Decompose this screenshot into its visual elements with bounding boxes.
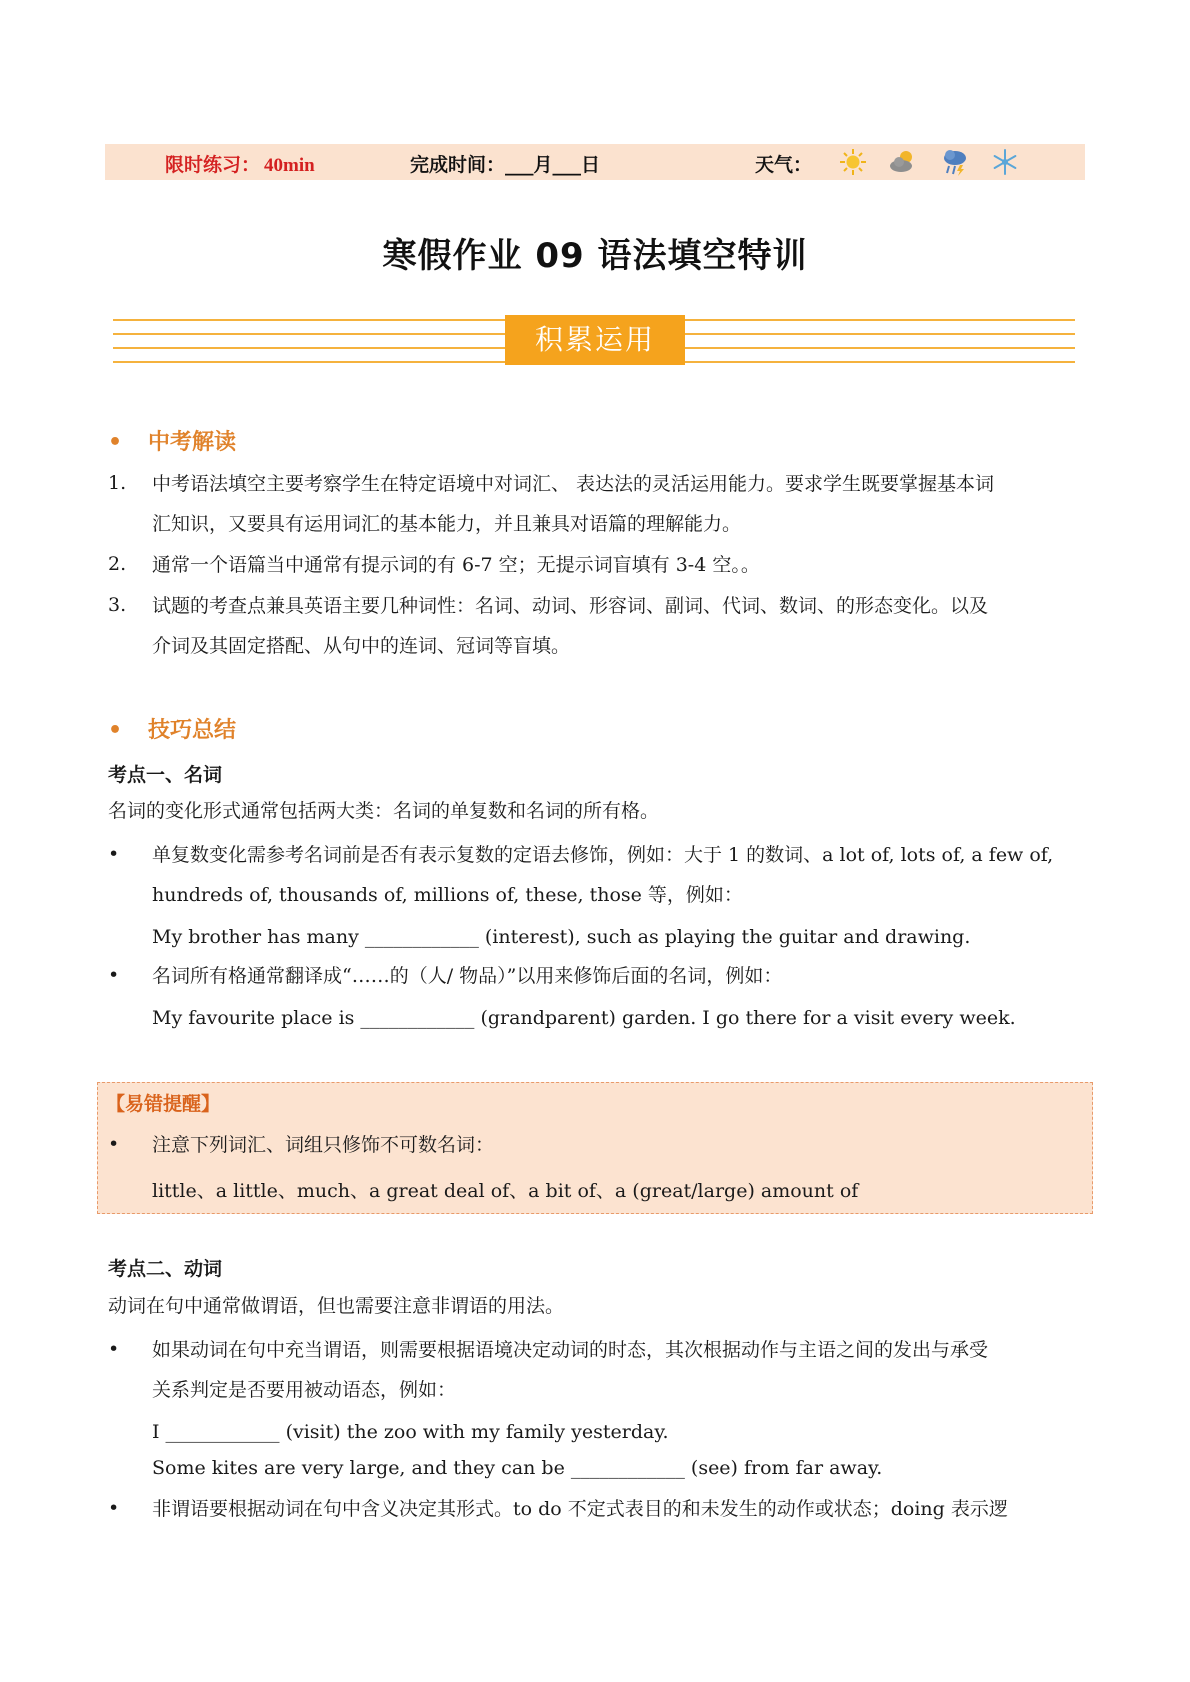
cloudy-icon (888, 147, 918, 177)
time-limit (165, 150, 315, 177)
bullet-icon: • (108, 430, 123, 455)
bullet-icon: • (108, 843, 120, 865)
finish-time: 完成时间：___月___日 (410, 154, 601, 176)
list-item-text: 介词及其固定搭配、从句中的连词、冠词等盲填。 (152, 635, 571, 657)
example-sentence: I ____________ (visit) the zoo with my family yesterday. (152, 1421, 669, 1443)
point-intro: 名词的变化形式通常包括两大类：名词的单复数和名词的所有格。 (108, 800, 660, 822)
point-title: 考点一、名词 (108, 764, 223, 786)
list-item-text: 中考语法填空主要考察学生在特定语境中对词汇、 表达法的灵活运用能力。要求学生既要掌握基本词 (152, 473, 995, 495)
list-item-text: 试题的考查点兼具英语主要几种词性：名词、动词、形容词、副词、代词、数词、的形态变化。以及 (152, 595, 989, 617)
point-intro: 动词在句中通常做谓语，但也需要注意非谓语的用法。 (108, 1295, 565, 1317)
example-sentence: Some kites are very large, and they can be ____________ (see) from far away. (152, 1457, 883, 1479)
bullet-text: 非谓语要根据动词在句中含义决定其形式。to do 不定式表目的和未发生的动作或状态；doing 表示逻 (152, 1498, 1008, 1520)
bullet-icon: • (108, 1338, 120, 1360)
bullet-text: 如果动词在句中充当谓语，则需要根据语境决定动词的时态，其次根据动作与主语之间的发出与承受 (152, 1339, 989, 1361)
weather-label: 天气： (755, 154, 813, 176)
time-limit-value: 40min (264, 155, 315, 176)
section-heading-interpretation: • 中考解读 (108, 430, 237, 455)
bullet-icon: • (108, 964, 120, 986)
list-item-text: 通常一个语篇当中通常有提示词的有 6-7 空；无提示词盲填有 3-4 空。。 (152, 554, 760, 576)
storm-icon (940, 147, 970, 177)
bullet-icon: • (108, 718, 123, 743)
tip-title: 【易错提醒】 (106, 1093, 221, 1115)
section-heading-tips: • 技巧总结 (108, 718, 237, 743)
example-sentence: My favourite place is ____________ (grandparent) garden. I go there for a visit every week. (152, 1007, 1016, 1029)
error-tip-box (97, 1082, 1093, 1214)
bullet-icon: • (108, 1133, 120, 1155)
list-number: 3. (108, 594, 127, 616)
sunny-icon (838, 147, 868, 177)
bullet-text: 关系判定是否要用被动语态，例如： (152, 1379, 457, 1401)
list-number: 1. (108, 472, 127, 494)
bullet-icon: • (108, 1497, 120, 1519)
section-banner (113, 313, 1075, 365)
banner-label: 积累运用 (505, 315, 685, 365)
page-title: 寒假作业 09 语法填空特训 (382, 236, 808, 276)
tip-text: little、a little、much、a great deal of、a bit of、a (great/large) amount of (152, 1180, 859, 1202)
example-sentence: My brother has many ____________ (interest), such as playing the guitar and drawing. (152, 926, 971, 948)
list-item-text: 汇知识，又要具有运用词汇的基本能力，并且兼具对语篇的理解能力。 (152, 513, 742, 535)
bullet-text: hundreds of, thousands of, millions of, these, those 等，例如： (152, 884, 743, 906)
bullet-text: 单复数变化需参考名词前是否有表示复数的定语去修饰，例如：大于 1 的数词、a lot of, lots of, a few of, (152, 844, 1054, 866)
snow-icon (990, 147, 1020, 177)
tip-text: 注意下列词汇、词组只修饰不可数名词： (152, 1134, 495, 1156)
header-bar (105, 144, 1085, 180)
time-limit-label: 限时练习： (165, 154, 261, 176)
bullet-text: 名词所有格通常翻译成“……的（人/ 物品）”以用来修饰后面的名词，例如： (152, 965, 783, 987)
list-number: 2. (108, 553, 127, 575)
point-title: 考点二、动词 (108, 1258, 223, 1280)
